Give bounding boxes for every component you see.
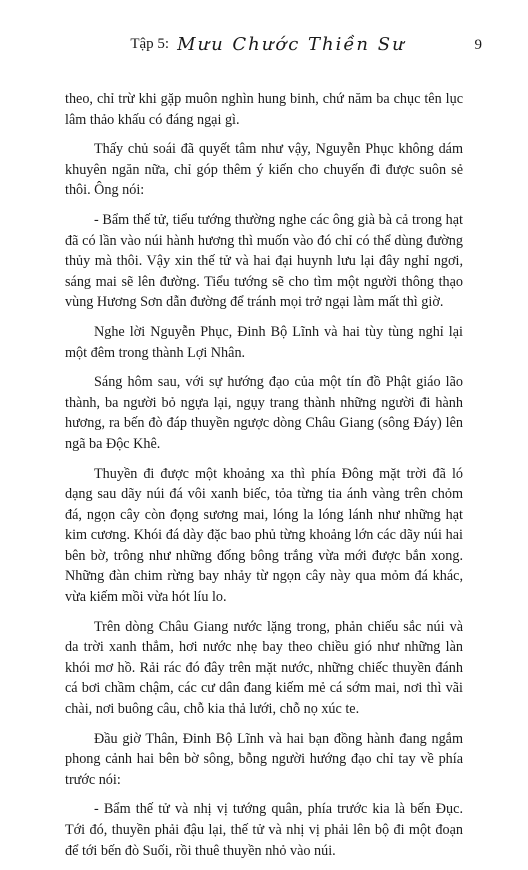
book-title: Mưu Chước Thiền Sư — [177, 34, 406, 55]
paragraph: Trên dòng Châu Giang nước lặng trong, phản chiếu sắc núi và da trời xanh thẳm, hơi nước nhẹ bay theo chiều gió như những làn khói mơ hồ. Rải rác đó đây trên mặt nước, những chiếc thuyền đánh cá bơi chầm chậm, các cư dân đang kiếm mẻ cá sớm mai, nơi thì vãi chài, nơi buông câu, chỗ kia thả lưới, chỗ nọ xúc te. — [65, 618, 463, 718]
paragraph: - Bẩm thế tử và nhị vị tướng quân, phía trước kia là bến Đục. Tới đó, thuyền phải đậu lại, thế tử và nhị vị phải lên bộ đi một đoạn để tới bến đò Suối, rồi thuê thuyền nhỏ vào núi. — [65, 801, 463, 859]
paragraph: Thấy chủ soái đã quyết tâm như vậy, Nguyễn Phục không dám khuyên ngăn nữa, chỉ góp thêm ý kiến cho chuyến đi được suôn sẻ thôi. Ông nói: — [65, 141, 463, 199]
paragraph: - Bẩm thế tử, tiểu tướng thường nghe các ông già bà cả trong hạt đã có lần vào núi hành hương thì muốn vào đó chỉ có thể dùng đường thủy mà thôi. Vậy xin thế tử và hai đại huynh lưu lại đây nghỉ ngơi, sáng mai sẽ lên đường. Tiểu tướng sẽ cho tìm một người thông thạo vùng Hương Sơn dẫn đường để tránh mọi trở ngại làm mất thì giờ. — [65, 211, 463, 311]
page-number: 9 — [474, 37, 482, 53]
paragraph: Đầu giờ Thân, Đinh Bộ Lĩnh và hai bạn đồng hành đang ngắm phong cảnh hai bên bờ sông, bỗng người hướng đạo chỉ tay về phía trước nói: — [65, 730, 463, 788]
episode-label: Tập 5: — [130, 36, 170, 52]
paragraph: theo, chỉ trừ khi gặp muôn nghìn hung binh, chứ năm ba chục tên lục lâm thảo khấu có đáng ngại gì. — [65, 91, 463, 128]
body-text — [65, 89, 463, 870]
paragraph: Nghe lời Nguyễn Phục, Đinh Bộ Lĩnh và hai tùy tùng nghỉ lại một đêm trong thành Lợi Nhân. — [65, 323, 463, 361]
page-header — [78, 34, 488, 64]
running-title — [78, 34, 458, 55]
paragraph: Sáng hôm sau, với sự hướng đạo của một tín đồ Phật giáo lão thành, ba người bỏ ngựa lại, ngụy trang thành những người đi hành hương, ra bến đò đáp thuyền ngược dòng Châu Giang (sông Đáy) lên ngã ba Độc Khê. — [65, 374, 463, 452]
paragraph: Thuyền đi được một khoảng xa thì phía Đông mặt trời đã ló dạng sau dãy núi đá vôi xanh biếc, tỏa từng tia ánh vàng trên chỏm đá, ngọn cây còn đọng sương mai, lóng la lóng lánh như những hạt kim cương. Khói đá dày đặc bao phủ từng khoảng lớn các dãy núi hai bên bờ, trông như những đống bông trắng vừa mới được bắn xong. Những đàn chim rừng bay nhảy từ ngọn cây này qua mỏm đá khác, vừa kiếm mồi vừa hót líu lo. — [65, 465, 463, 606]
